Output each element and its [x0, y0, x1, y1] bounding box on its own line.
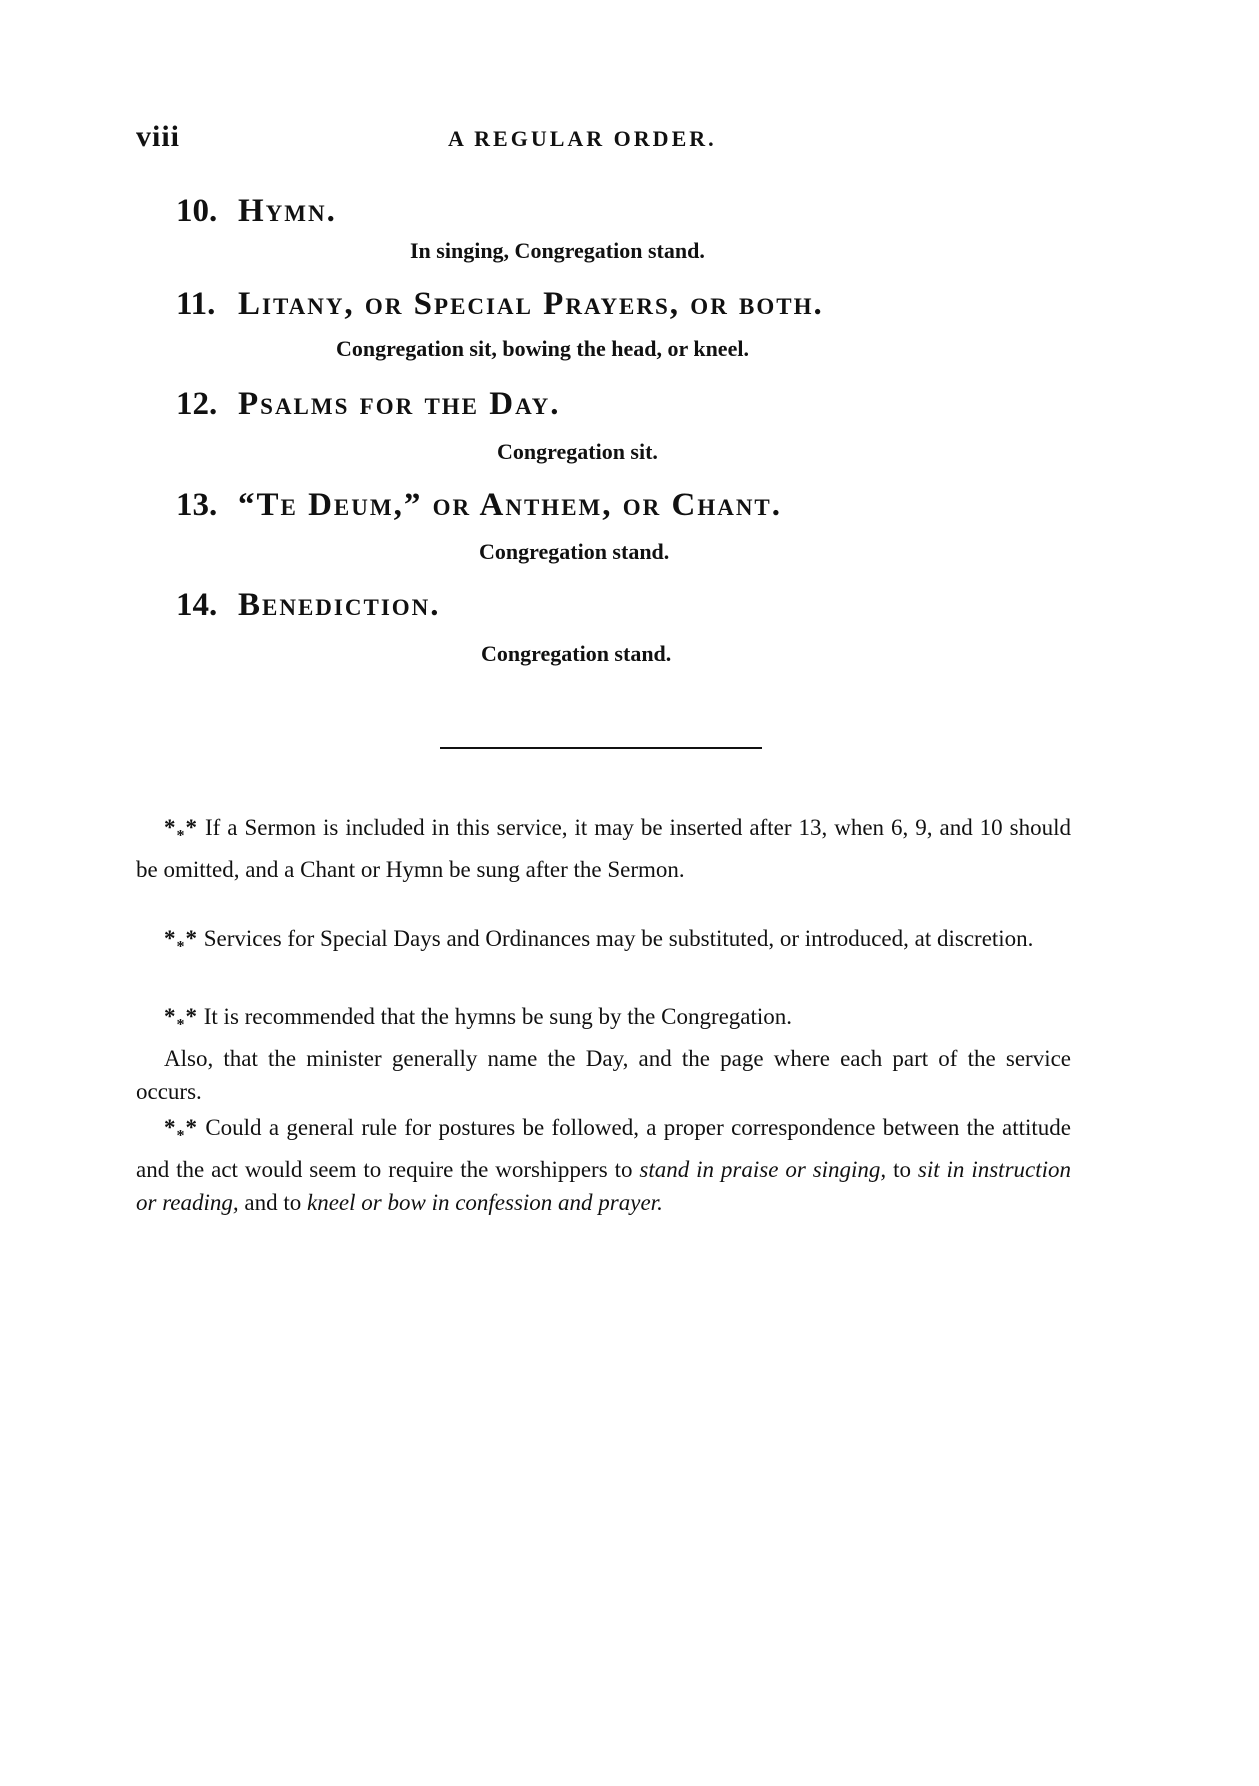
asterism: $*_**$ — [164, 815, 198, 845]
footnote-emphasis: kneel or bow in confession and prayer. — [307, 1189, 663, 1215]
service-item — [176, 193, 1076, 230]
service-item-number: 10. — [176, 193, 218, 229]
footnote — [136, 811, 1071, 886]
service-item-instruction: Congregation stand. — [479, 539, 670, 564]
service-item — [176, 587, 1076, 624]
page-number: viii — [136, 120, 181, 153]
service-item-heading — [176, 193, 1076, 230]
service-item — [176, 286, 1076, 323]
service-item-title: Psalms for the Day. — [238, 386, 561, 422]
footnote-emphasis: stand in praise or singing, — [639, 1156, 887, 1182]
service-item-heading — [176, 286, 1076, 323]
asterism: $*_**$ — [164, 1115, 198, 1145]
service-item — [176, 487, 1076, 524]
service-item-instruction: Congregation stand. — [481, 641, 672, 666]
service-item — [176, 386, 1076, 423]
section-divider — [440, 747, 762, 749]
service-item-number: 12. — [176, 386, 218, 422]
footnote — [136, 922, 1071, 964]
footnote-text: Could a general rule for postures be followed, a proper correspondence between the attitude and the act would seem to require the worshippers to — [136, 1115, 1072, 1182]
service-item-heading — [176, 587, 1076, 624]
footnote-emphasis: sit in instruction or reading, — [136, 1156, 1072, 1215]
service-item-heading — [176, 386, 1076, 423]
footnote-text: and to — [238, 1189, 308, 1215]
footnote-text: Also, that the minister generally name the Day, and the page where each part of the service occurs. — [136, 1045, 1071, 1104]
service-item-instruction: Congregation sit, bowing the head, or kneel. — [336, 336, 749, 361]
footnote-text: to — [886, 1156, 918, 1182]
footnote-text: It is recommended that the hymns be sung by the Congregation. — [203, 1004, 793, 1029]
asterism: $*_**$ — [164, 926, 198, 956]
running-head — [136, 120, 756, 160]
footnote — [136, 1111, 1071, 1219]
service-item-heading — [176, 487, 1076, 524]
footnote-text: Services for Special Days and Ordinances may be substituted, or introduced, at discretion. — [203, 926, 1034, 951]
service-item-title: Benediction. — [238, 587, 441, 623]
service-item-title: Litany, or Special Prayers, or both. — [238, 286, 824, 322]
running-title: A REGULAR ORDER. — [448, 126, 717, 151]
footnote-text: If a Sermon is included in this service, it may be inserted after 13, when 6, 9, and 10 should be omitted, and a Chant or Hymn be sung after the Sermon. — [136, 815, 1072, 882]
service-item-number: 13. — [176, 487, 218, 523]
service-item-title: Hymn. — [238, 193, 337, 229]
footnote — [136, 1000, 1071, 1108]
service-item-number: 11. — [176, 286, 216, 322]
service-item-instruction: In singing, Congregation stand. — [410, 238, 705, 263]
asterism: $*_**$ — [164, 1004, 198, 1034]
service-item-number: 14. — [176, 587, 218, 623]
service-item-title: “Te Deum,” or Anthem, or Chant. — [238, 487, 783, 523]
service-item-instruction: Congregation sit. — [497, 439, 658, 464]
